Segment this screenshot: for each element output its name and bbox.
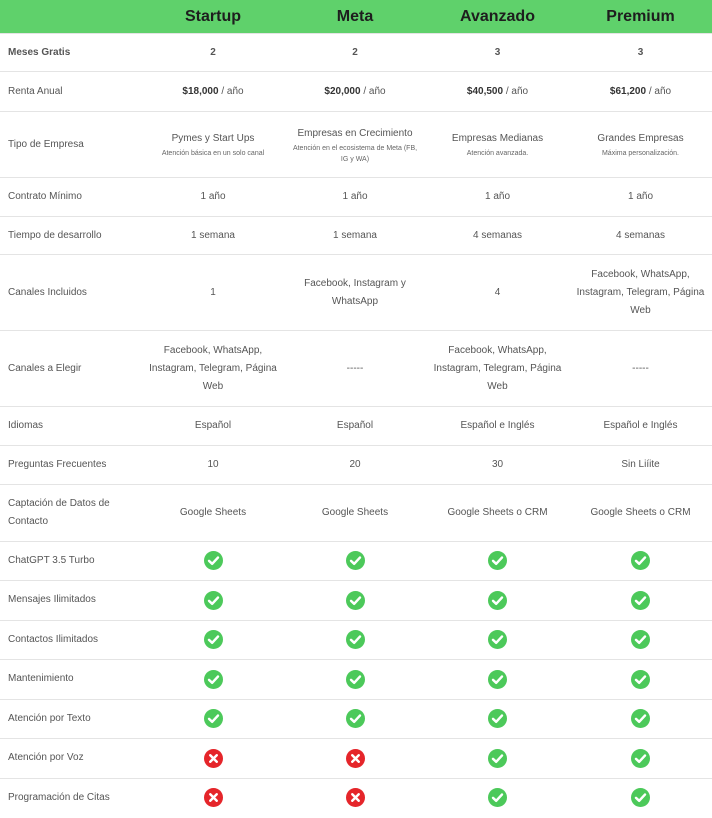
feature-cell bbox=[569, 739, 712, 779]
feature-cell bbox=[284, 739, 426, 779]
feature-cell bbox=[426, 739, 569, 779]
price-amount: $61,200 bbox=[609, 85, 647, 97]
value-cell: 1 bbox=[210, 286, 216, 298]
row-idiomas bbox=[0, 407, 712, 446]
cross-icon bbox=[204, 749, 223, 768]
row-label: Mensajes Ilimitados bbox=[8, 594, 96, 606]
company-type-note: Máxima personalización. bbox=[601, 150, 680, 157]
check-icon bbox=[346, 630, 365, 649]
row-preguntas-frecuentes bbox=[0, 446, 712, 485]
value-cell bbox=[426, 112, 569, 178]
check-icon bbox=[631, 670, 650, 689]
check-icon bbox=[204, 670, 223, 689]
price-unit: / año bbox=[218, 85, 244, 97]
value-cell bbox=[284, 72, 426, 112]
feature-cell bbox=[284, 620, 426, 660]
feature-cell bbox=[142, 660, 284, 700]
value-cell: 1 semana bbox=[333, 229, 377, 241]
row-label: ChatGPT 3.5 Turbo bbox=[8, 555, 95, 566]
check-icon bbox=[631, 749, 650, 768]
value-cell: 4 bbox=[494, 286, 501, 298]
company-type: Pymes y Start Ups bbox=[171, 133, 255, 144]
check-icon bbox=[488, 788, 507, 807]
row-tipo-empresa bbox=[0, 112, 712, 178]
feature-row bbox=[0, 739, 712, 779]
row-label: Idiomas bbox=[8, 420, 44, 431]
value-cell: Google Sheets bbox=[321, 507, 389, 518]
row-canales-incluidos bbox=[0, 255, 712, 331]
check-icon bbox=[631, 551, 650, 570]
feature-cell bbox=[142, 699, 284, 739]
company-type: Empresas en Crecimiento bbox=[297, 127, 413, 139]
row-captacion-datos bbox=[0, 485, 712, 542]
value-cell: 3 bbox=[637, 46, 644, 58]
feature-cell bbox=[142, 581, 284, 621]
feature-cell bbox=[569, 620, 712, 660]
value-cell: Español bbox=[336, 420, 374, 431]
value-cell: 1 año bbox=[627, 191, 654, 202]
row-label: Programación de Citas bbox=[8, 792, 110, 803]
company-type-note: Atención avanzada. bbox=[466, 150, 529, 157]
row-label: Contactos Ilimitados bbox=[8, 633, 99, 645]
feature-cell bbox=[569, 542, 712, 581]
check-icon bbox=[488, 709, 507, 728]
plan-avanzado-header: Avanzado bbox=[426, 0, 569, 34]
row-label: Renta Anual bbox=[8, 85, 63, 97]
company-type: Grandes Empresas bbox=[597, 133, 684, 144]
check-icon bbox=[204, 551, 223, 570]
plan-startup-header: Startup bbox=[142, 0, 284, 34]
check-icon bbox=[488, 670, 507, 689]
value-cell: ----- bbox=[346, 362, 364, 374]
feature-cell bbox=[426, 660, 569, 700]
price-amount: $40,500 bbox=[466, 85, 504, 97]
value-cell: Google Sheets o CRM bbox=[590, 507, 691, 518]
feature-cell bbox=[569, 581, 712, 621]
value-cell: ----- bbox=[632, 362, 649, 374]
value-cell: 1 año bbox=[200, 191, 226, 202]
value-cell: 3 bbox=[494, 46, 501, 58]
feature-row bbox=[0, 581, 712, 621]
value-cell: Sin Liíite bbox=[621, 459, 660, 470]
check-icon bbox=[346, 551, 365, 570]
company-type: Empresas Medianas bbox=[451, 133, 544, 144]
value-cell: 1 año bbox=[342, 191, 368, 202]
feature-cell bbox=[284, 699, 426, 739]
check-icon bbox=[346, 670, 365, 689]
check-icon bbox=[488, 630, 507, 649]
check-icon bbox=[488, 591, 507, 610]
price-unit: / año bbox=[503, 85, 529, 97]
row-label: Canales a Elegir bbox=[8, 362, 82, 374]
value-cell bbox=[284, 112, 426, 178]
feature-cell bbox=[284, 542, 426, 581]
value-cell: Español bbox=[194, 420, 232, 431]
header-empty bbox=[0, 0, 142, 34]
check-icon bbox=[204, 591, 223, 610]
check-icon bbox=[346, 591, 365, 610]
value-cell: 20 bbox=[349, 459, 361, 470]
feature-cell bbox=[569, 660, 712, 700]
check-icon bbox=[204, 709, 223, 728]
value-cell: Facebook, WhatsApp, Instagram, Telegram, Página Web bbox=[433, 344, 562, 392]
feature-row bbox=[0, 620, 712, 660]
row-canales-elegir bbox=[0, 331, 712, 407]
company-type-note: Atención en el ecosistema de Meta (FB, IG y WA) bbox=[292, 144, 418, 163]
price-amount: $18,000 bbox=[182, 85, 219, 97]
feature-cell bbox=[426, 542, 569, 581]
check-icon bbox=[488, 551, 507, 570]
check-icon bbox=[204, 630, 223, 649]
value-cell: 1 año bbox=[484, 191, 511, 202]
value-cell: 2 bbox=[352, 46, 358, 58]
feature-row bbox=[0, 660, 712, 700]
row-label: Mantenimiento bbox=[8, 673, 74, 685]
value-cell: Google Sheets bbox=[179, 507, 247, 518]
value-cell: 4 semanas bbox=[473, 229, 522, 241]
cross-icon bbox=[346, 749, 365, 768]
feature-row bbox=[0, 542, 712, 581]
check-icon bbox=[631, 709, 650, 728]
row-label: Atención por Texto bbox=[8, 712, 91, 724]
feature-cell bbox=[426, 699, 569, 739]
value-cell: 2 bbox=[210, 46, 216, 58]
value-cell bbox=[142, 72, 284, 112]
feature-row bbox=[0, 699, 712, 739]
row-label: Captación de Datos de Contacto bbox=[8, 498, 110, 527]
company-type-note: Atención básica en un solo canal bbox=[161, 150, 265, 157]
check-icon bbox=[346, 709, 365, 728]
value-cell bbox=[426, 72, 569, 112]
feature-cell bbox=[284, 660, 426, 700]
value-cell bbox=[569, 112, 712, 178]
value-cell: 1 semana bbox=[191, 229, 235, 241]
value-cell: 10 bbox=[207, 459, 219, 470]
value-cell bbox=[142, 112, 284, 178]
feature-cell bbox=[426, 620, 569, 660]
check-icon bbox=[631, 591, 650, 610]
feature-cell bbox=[284, 581, 426, 621]
row-label: Tipo de Empresa bbox=[8, 138, 84, 150]
row-contrato-minimo bbox=[0, 178, 712, 217]
value-cell: Español e Inglés bbox=[460, 420, 535, 431]
cross-icon bbox=[346, 788, 365, 807]
header-row bbox=[0, 0, 712, 34]
price-amount: $20,000 bbox=[324, 85, 361, 97]
value-cell: Facebook, WhatsApp, Instagram, Telegram, Página Web bbox=[149, 344, 277, 392]
value-cell: Facebook, WhatsApp, Instagram, Telegram, Página Web bbox=[576, 268, 705, 316]
value-cell: 4 semanas bbox=[616, 229, 665, 241]
row-meses-gratis bbox=[0, 34, 712, 72]
plan-premium-header: Premium bbox=[569, 0, 712, 34]
row-renta-anual bbox=[0, 72, 712, 112]
value-cell: Google Sheets o CRM bbox=[447, 507, 548, 518]
row-label: Preguntas Frecuentes bbox=[8, 459, 107, 470]
check-icon bbox=[631, 788, 650, 807]
row-label: Contrato Mínimo bbox=[8, 191, 82, 202]
value-cell bbox=[569, 72, 712, 112]
value-cell: 30 bbox=[491, 459, 504, 470]
check-icon bbox=[631, 630, 650, 649]
check-icon bbox=[488, 749, 507, 768]
plan-meta-header: Meta bbox=[284, 0, 426, 34]
price-unit: / año bbox=[360, 85, 386, 97]
row-label: Canales Incluidos bbox=[8, 286, 87, 298]
row-tiempo-desarrollo bbox=[0, 217, 712, 255]
cross-icon bbox=[204, 788, 223, 807]
value-cell: Español e Inglés bbox=[603, 420, 678, 431]
feature-cell bbox=[142, 739, 284, 779]
feature-cell bbox=[569, 699, 712, 739]
feature-cell bbox=[142, 620, 284, 660]
value-cell: Facebook, Instagram y WhatsApp bbox=[304, 277, 406, 307]
row-label: Meses Gratis bbox=[8, 46, 71, 58]
feature-cell bbox=[426, 581, 569, 621]
row-label: Atención por Voz bbox=[8, 752, 84, 764]
feature-cell bbox=[142, 542, 284, 581]
row-label: Tiempo de desarrollo bbox=[8, 229, 102, 241]
price-unit: / año bbox=[646, 85, 672, 97]
